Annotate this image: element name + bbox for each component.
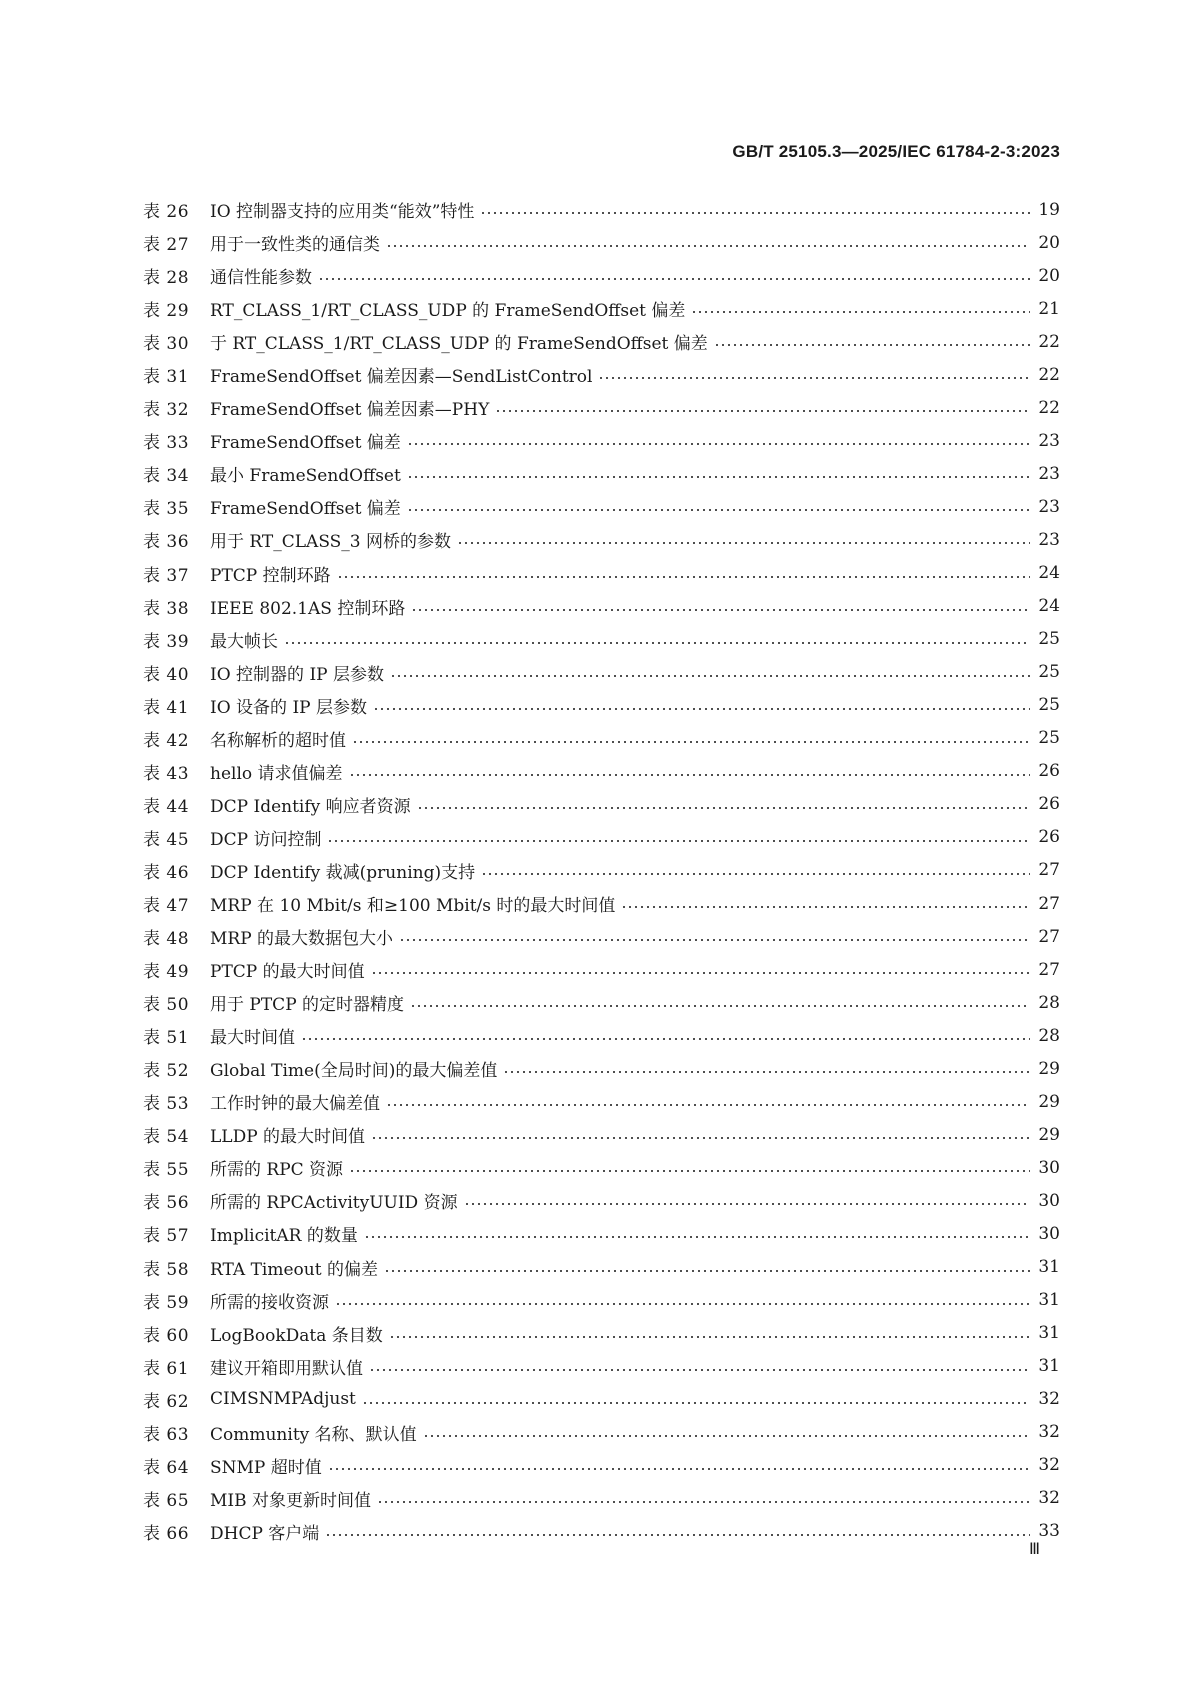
toc-entry-page: 22 bbox=[1038, 331, 1060, 352]
toc-entry-title: FrameSendOffset 偏差因素—PHY bbox=[210, 400, 490, 421]
toc-entry-title: IO 控制器支持的应用类“能效”特性 bbox=[210, 202, 475, 223]
toc-entry-title: SNMP 超时值 bbox=[210, 1457, 322, 1478]
toc-entry-number: 表 53 bbox=[143, 1094, 190, 1115]
toc-entry-page: 31 bbox=[1038, 1356, 1060, 1377]
toc-entry-title: CIMSNMPAdjust bbox=[210, 1389, 356, 1410]
toc-entry[interactable] bbox=[143, 854, 1060, 887]
dot-leader bbox=[481, 873, 1030, 875]
toc-entry-number: 表 31 bbox=[143, 367, 190, 388]
toc-entry-title: MRP 的最大数据包大小 bbox=[210, 929, 394, 950]
toc-entry-page: 26 bbox=[1038, 827, 1060, 848]
toc-entry-page: 24 bbox=[1038, 563, 1060, 584]
toc-entry-page: 32 bbox=[1038, 1422, 1060, 1443]
toc-entry[interactable] bbox=[143, 590, 1060, 623]
toc-entry-page: 23 bbox=[1038, 430, 1060, 451]
toc-entry[interactable] bbox=[143, 1515, 1060, 1548]
toc-entry-page: 29 bbox=[1038, 1124, 1060, 1145]
toc-entry-number: 表 49 bbox=[143, 962, 190, 983]
toc-entry[interactable] bbox=[143, 523, 1060, 556]
toc-entry[interactable] bbox=[143, 391, 1060, 424]
toc-entry[interactable] bbox=[143, 887, 1060, 920]
toc-entry-page: 27 bbox=[1038, 893, 1060, 914]
dot-leader bbox=[411, 609, 1030, 611]
toc-entry-title: MIB 对象更新时间值 bbox=[210, 1490, 372, 1511]
toc-entry[interactable] bbox=[143, 490, 1060, 523]
toc-entry[interactable] bbox=[143, 1151, 1060, 1184]
dot-leader bbox=[495, 410, 1030, 412]
toc-entry[interactable] bbox=[143, 788, 1060, 821]
toc-entry-number: 表 60 bbox=[143, 1325, 190, 1346]
toc-entry[interactable] bbox=[143, 1482, 1060, 1515]
toc-entry-number: 表 35 bbox=[143, 499, 190, 520]
toc-entry-number: 表 45 bbox=[143, 829, 190, 850]
toc-entry[interactable] bbox=[143, 722, 1060, 755]
toc-entry-title: 名称解析的超时值 bbox=[210, 730, 346, 751]
dot-leader bbox=[457, 542, 1030, 544]
toc-entry-title: FrameSendOffset 偏差 bbox=[210, 499, 401, 520]
toc-entry-number: 表 54 bbox=[143, 1127, 190, 1148]
toc-entry-number: 表 33 bbox=[143, 433, 190, 454]
table-list bbox=[143, 193, 1060, 1548]
toc-entry-page: 30 bbox=[1038, 1157, 1060, 1178]
toc-entry-page: 25 bbox=[1038, 695, 1060, 716]
toc-entry-page: 22 bbox=[1038, 397, 1060, 418]
toc-entry-number: 表 55 bbox=[143, 1160, 190, 1181]
toc-entry[interactable] bbox=[143, 557, 1060, 590]
toc-entry-title: IEEE 802.1AS 控制环路 bbox=[210, 598, 406, 619]
toc-entry-page: 25 bbox=[1038, 629, 1060, 650]
dot-leader bbox=[373, 708, 1030, 710]
toc-entry-page: 31 bbox=[1038, 1290, 1060, 1311]
dot-leader bbox=[337, 576, 1030, 578]
dot-leader bbox=[325, 1534, 1030, 1536]
dot-leader bbox=[335, 1303, 1030, 1305]
toc-entry-page: 19 bbox=[1038, 199, 1060, 220]
toc-entry-title: IO 控制器的 IP 层参数 bbox=[210, 664, 385, 685]
toc-entry-title: DHCP 客户端 bbox=[210, 1523, 320, 1544]
toc-entry-number: 表 39 bbox=[143, 631, 190, 652]
toc-entry-title: LogBookData 条目数 bbox=[210, 1325, 383, 1346]
dot-leader bbox=[621, 906, 1030, 908]
toc-entry-page: 25 bbox=[1038, 662, 1060, 683]
toc-entry-page: 26 bbox=[1038, 794, 1060, 815]
toc-entry-number: 表 63 bbox=[143, 1424, 190, 1445]
toc-entry-number: 表 61 bbox=[143, 1358, 190, 1379]
toc-entry-number: 表 62 bbox=[143, 1391, 190, 1412]
dot-leader bbox=[407, 509, 1030, 511]
toc-entry-title: 用于 PTCP 的定时器精度 bbox=[210, 995, 405, 1016]
toc-entry-number: 表 29 bbox=[143, 301, 190, 322]
toc-entry-number: 表 57 bbox=[143, 1226, 190, 1247]
dot-leader bbox=[364, 1236, 1030, 1238]
dot-leader bbox=[327, 840, 1030, 842]
dot-leader bbox=[407, 443, 1030, 445]
toc-entry-number: 表 44 bbox=[143, 796, 190, 817]
toc-entry-title: 建议开箱即用默认值 bbox=[210, 1358, 363, 1379]
toc-entry-number: 表 47 bbox=[143, 896, 190, 916]
toc-entry-title: 最小 FrameSendOffset bbox=[210, 466, 401, 487]
toc-entry-number: 表 64 bbox=[143, 1457, 190, 1478]
toc-entry-number: 表 65 bbox=[143, 1490, 190, 1511]
dot-leader bbox=[598, 377, 1030, 379]
dot-leader bbox=[423, 1435, 1030, 1437]
toc-entry-number: 表 52 bbox=[143, 1061, 190, 1082]
dot-leader bbox=[691, 311, 1030, 313]
toc-entry-page: 29 bbox=[1038, 1058, 1060, 1079]
toc-entry-title: 最大帧长 bbox=[210, 631, 278, 652]
toc-entry-title: RTA Timeout 的偏差 bbox=[210, 1259, 378, 1280]
toc-entry-page: 31 bbox=[1038, 1257, 1060, 1278]
toc-entry[interactable] bbox=[143, 1416, 1060, 1449]
toc-entry-number: 表 56 bbox=[143, 1193, 190, 1214]
toc-entry-title: ImplicitAR 的数量 bbox=[210, 1226, 358, 1247]
dot-leader bbox=[349, 1170, 1030, 1172]
dot-leader bbox=[284, 642, 1030, 644]
toc-entry-number: 表 32 bbox=[143, 400, 190, 421]
toc-entry-title: DCP 访问控制 bbox=[210, 829, 322, 850]
toc-entry[interactable] bbox=[143, 1085, 1060, 1118]
dot-leader bbox=[377, 1501, 1030, 1503]
toc-entry-page: 27 bbox=[1038, 860, 1060, 881]
toc-entry-title: LLDP 的最大时间值 bbox=[210, 1127, 366, 1148]
toc-entry-title: DCP Identify 响应者资源 bbox=[210, 796, 411, 817]
toc-entry-number: 表 66 bbox=[143, 1523, 190, 1544]
toc-entry-title: FrameSendOffset 偏差 bbox=[210, 433, 401, 454]
toc-entry-page: 25 bbox=[1038, 728, 1060, 749]
toc-entry[interactable] bbox=[143, 259, 1060, 292]
toc-entry-title: RT_CLASS_1/RT_CLASS_UDP 的 FrameSendOffset 偏差 bbox=[210, 301, 686, 322]
dot-leader bbox=[386, 245, 1030, 247]
toc-entry[interactable] bbox=[143, 226, 1060, 259]
dot-leader bbox=[362, 1402, 1030, 1404]
dot-leader bbox=[301, 1038, 1030, 1040]
dot-leader bbox=[464, 1203, 1030, 1205]
toc-entry-number: 表 59 bbox=[143, 1292, 190, 1313]
toc-entry[interactable] bbox=[143, 1217, 1060, 1250]
toc-entry-title: hello 请求值偏差 bbox=[210, 763, 343, 784]
toc-entry-page: 32 bbox=[1038, 1488, 1060, 1509]
toc-entry[interactable] bbox=[143, 193, 1060, 226]
toc-entry-number: 表 27 bbox=[143, 235, 190, 256]
toc-entry-title: PTCP 的最大时间值 bbox=[210, 962, 365, 983]
toc-entry-number: 表 30 bbox=[143, 334, 190, 355]
dot-leader bbox=[369, 1369, 1030, 1371]
toc-entry[interactable] bbox=[143, 1317, 1060, 1350]
toc-entry-title: FrameSendOffset 偏差因素—SendListControl bbox=[210, 367, 593, 388]
toc-entry[interactable] bbox=[143, 1052, 1060, 1085]
toc-entry-title: 于 RT_CLASS_1/RT_CLASS_UDP 的 FrameSendOffset 偏差 bbox=[210, 334, 708, 355]
toc-entry-title: 所需的 RPC 资源 bbox=[210, 1160, 344, 1181]
toc-entry-page: 23 bbox=[1038, 496, 1060, 517]
toc-entry[interactable] bbox=[143, 755, 1060, 788]
toc-entry[interactable] bbox=[143, 292, 1060, 325]
toc-entry-page: 27 bbox=[1038, 926, 1060, 947]
toc-entry-number: 表 41 bbox=[143, 697, 190, 718]
toc-entry-page: 21 bbox=[1038, 298, 1060, 319]
toc-entry-page: 23 bbox=[1038, 463, 1060, 484]
toc-entry-number: 表 40 bbox=[143, 664, 190, 685]
dot-leader bbox=[480, 212, 1030, 214]
toc-entry-page: 31 bbox=[1038, 1323, 1060, 1344]
dot-leader bbox=[349, 774, 1030, 776]
dot-leader bbox=[399, 939, 1030, 941]
dot-leader bbox=[386, 1104, 1030, 1106]
page-number-footer: Ⅲ bbox=[1029, 1541, 1041, 1558]
toc-entry[interactable] bbox=[143, 1284, 1060, 1317]
toc-entry-title: 所需的接收资源 bbox=[210, 1292, 329, 1313]
toc-entry-number: 表 28 bbox=[143, 268, 190, 289]
toc-entry-page: 20 bbox=[1038, 265, 1060, 286]
dot-leader bbox=[410, 1005, 1030, 1007]
toc-entry-title: Global Time(全局时间)的最大偏差值 bbox=[210, 1061, 498, 1082]
toc-entry-page: 30 bbox=[1038, 1190, 1060, 1211]
toc-entry[interactable] bbox=[143, 1251, 1060, 1284]
toc-entry-page: 33 bbox=[1038, 1521, 1060, 1542]
dot-leader bbox=[503, 1071, 1030, 1073]
toc-entry[interactable] bbox=[143, 821, 1060, 854]
toc-entry[interactable] bbox=[143, 656, 1060, 689]
toc-entry[interactable] bbox=[143, 953, 1060, 986]
toc-entry-title: DCP Identify 裁减(pruning)支持 bbox=[210, 862, 476, 883]
toc-entry-number: 表 50 bbox=[143, 995, 190, 1016]
toc-entry[interactable] bbox=[143, 1019, 1060, 1052]
toc-entry[interactable] bbox=[143, 1383, 1060, 1416]
dot-leader bbox=[328, 1468, 1030, 1470]
toc-entry-title: 最大时间值 bbox=[210, 1028, 295, 1049]
toc-entry-page: 20 bbox=[1038, 232, 1060, 253]
toc-entry-page: 26 bbox=[1038, 761, 1060, 782]
dot-leader bbox=[318, 278, 1030, 280]
toc-entry-number: 表 26 bbox=[143, 202, 190, 223]
toc-entry-number: 表 36 bbox=[143, 532, 190, 553]
toc-entry[interactable] bbox=[143, 358, 1060, 391]
toc-entry-title: PTCP 控制环路 bbox=[210, 565, 331, 586]
toc-entry-number: 表 51 bbox=[143, 1028, 190, 1049]
toc-entry-number: 表 48 bbox=[143, 929, 190, 950]
dot-leader bbox=[371, 1137, 1030, 1139]
toc-entry-page: 28 bbox=[1038, 992, 1060, 1013]
toc-entry[interactable] bbox=[143, 1350, 1060, 1383]
toc-entry-title: 通信性能参数 bbox=[210, 268, 312, 289]
toc-entry-number: 表 42 bbox=[143, 730, 190, 751]
toc-entry[interactable] bbox=[143, 457, 1060, 490]
toc-entry-number: 表 43 bbox=[143, 763, 190, 784]
toc-entry-page: 22 bbox=[1038, 364, 1060, 385]
toc-entry-page: 30 bbox=[1038, 1223, 1060, 1244]
toc-entry-page: 27 bbox=[1038, 959, 1060, 980]
toc-entry-title: MRP 在 10 Mbit/s 和≥100 Mbit/s 时的最大时间值 bbox=[210, 896, 616, 916]
dot-leader bbox=[389, 1336, 1030, 1338]
toc-entry-page: 23 bbox=[1038, 529, 1060, 550]
toc-entry[interactable] bbox=[143, 623, 1060, 656]
toc-entry[interactable] bbox=[143, 689, 1060, 722]
toc-entry[interactable] bbox=[143, 986, 1060, 1019]
dot-leader bbox=[417, 807, 1030, 809]
toc-entry-page: 29 bbox=[1038, 1091, 1060, 1112]
dot-leader bbox=[407, 476, 1030, 478]
toc-entry-page: 32 bbox=[1038, 1455, 1060, 1476]
document-code-header: GB/T 25105.3—2025/IEC 61784-2-3:2023 bbox=[732, 142, 1060, 161]
dot-leader bbox=[384, 1270, 1030, 1272]
dot-leader bbox=[390, 675, 1030, 677]
toc-entry-number: 表 58 bbox=[143, 1259, 190, 1280]
toc-entry-title: IO 设备的 IP 层参数 bbox=[210, 697, 368, 718]
toc-entry[interactable] bbox=[143, 1118, 1060, 1151]
toc-entry-number: 表 46 bbox=[143, 862, 190, 883]
toc-entry[interactable] bbox=[143, 1184, 1060, 1217]
dot-leader bbox=[352, 741, 1030, 743]
dot-leader bbox=[371, 972, 1030, 974]
toc-entry-number: 表 34 bbox=[143, 466, 190, 487]
toc-entry[interactable] bbox=[143, 325, 1060, 358]
dot-leader bbox=[714, 344, 1030, 346]
toc-entry-title: 用于 RT_CLASS_3 网桥的参数 bbox=[210, 532, 452, 553]
toc-entry-title: Community 名称、默认值 bbox=[210, 1424, 417, 1445]
toc-entry-number: 表 38 bbox=[143, 598, 190, 619]
toc-entry-page: 24 bbox=[1038, 596, 1060, 617]
toc-entry-title: 用于一致性类的通信类 bbox=[210, 235, 380, 256]
toc-entry-title: 工作时钟的最大偏差值 bbox=[210, 1094, 380, 1115]
toc-entry-page: 28 bbox=[1038, 1025, 1060, 1046]
toc-entry-title: 所需的 RPCActivityUUID 资源 bbox=[210, 1193, 458, 1214]
toc-entry[interactable] bbox=[143, 1449, 1060, 1482]
toc-entry[interactable] bbox=[143, 424, 1060, 457]
toc-entry[interactable] bbox=[143, 920, 1060, 953]
toc-entry-number: 表 37 bbox=[143, 565, 190, 586]
toc-entry-page: 32 bbox=[1038, 1389, 1060, 1410]
